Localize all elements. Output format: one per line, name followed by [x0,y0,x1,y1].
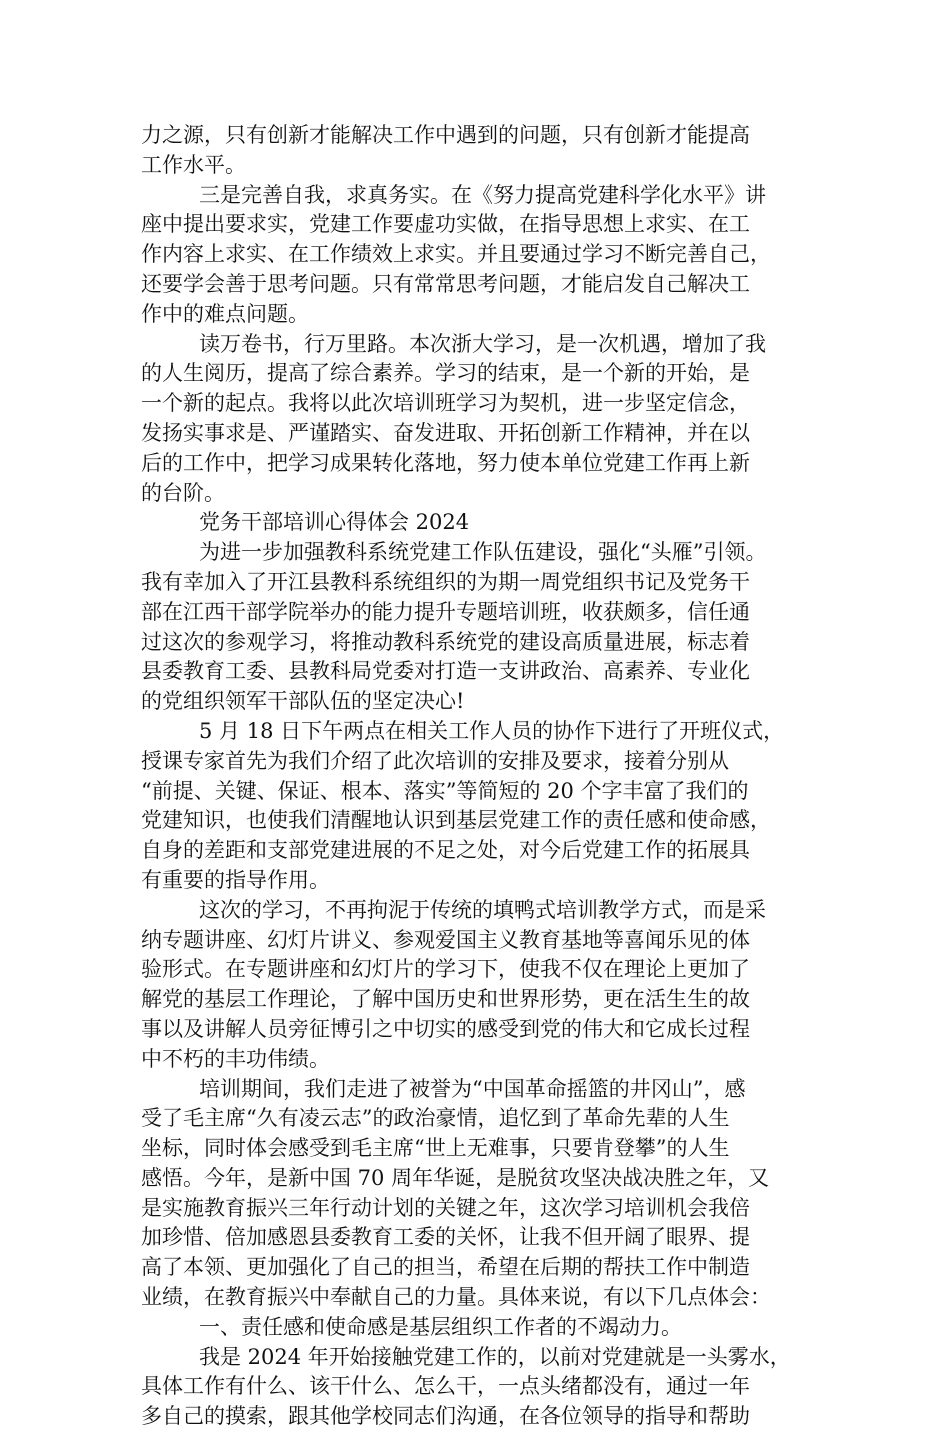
text-line: 作中的难点问题。 [141,301,309,326]
text-line: 解党的基层工作理论，了解中国历史和世界形势，更在活生生的故 [141,987,750,1012]
text-line: 5 月 18 日下午两点在相关工作人员的协作下进行了开班仪式， [199,718,785,743]
text-line: 加珍惜、倍加感恩县委教育工委的关怀，让我不但开阔了眼界、提 [141,1225,750,1250]
text-line: 高了本领、更加强化了自己的担当，希望在后期的帮扶工作中制造 [141,1255,750,1280]
text-line: 坐标，同时体会感受到毛主席“世上无难事，只要肯登攀”的人生 [141,1136,730,1161]
text-line: 过这次的参观学习，将推动教科系统党的建设高质量进展，标志着 [141,629,750,654]
text-line: 验形式。在专题讲座和幻灯片的学习下，使我不仅在理论上更加了 [141,957,750,982]
text-line: 这次的学习，不再拘泥于传统的填鸭式培训教学方式，而是采 [199,897,766,922]
text-line: 一、责任感和使命感是基层组织工作者的不竭动力。 [199,1314,682,1339]
text-line: 感悟。今年，是新中国 70 周年华诞，是脱贫攻坚决战决胜之年，又 [141,1165,770,1190]
text-line: 纳专题讲座、幻灯片讲义、参观爱国主义教育基地等喜闻乐见的体 [141,927,750,952]
text-line: 还要学会善于思考问题。只有常常思考问题，才能启发自己解决工 [141,271,750,296]
text-line: 工作水平。 [141,152,246,177]
text-line: 县委教育工委、县教科局党委对打造一支讲政治、高素养、专业化 [141,659,750,684]
text-line: 是实施教育振兴三年行动计划的关键之年，这次学习培训机会我倍 [141,1195,750,1220]
text-line: 多自己的摸索，跟其他学校同志们沟通，在各位领导的指导和帮助 [141,1404,750,1429]
text-line: 三是完善自我，求真务实。在《努力提高党建科学化水平》讲 [199,182,766,207]
text-line: 作内容上求实、在工作绩效上求实。并且要通过学习不断完善自己， [141,242,771,267]
text-line: 一个新的起点。我将以此次培训班学习为契机，进一步坚定信念， [141,391,750,416]
text-line: 中不朽的丰功伟绩。 [141,1046,330,1071]
text-line: 具体工作有什么、该干什么、怎么干，一点头绪都没有，通过一年 [141,1374,750,1399]
text-line: 我有幸加入了开江县教科系统组织的为期一周党组织书记及党务干 [141,569,750,594]
text-line: 为进一步加强教科系统党建工作队伍建设，强化“头雁”引领。 [199,540,767,565]
text-line: 发扬实事求是、严谨踏实、奋发进取、开拓创新工作精神，并在以 [141,420,750,445]
text-line: 力之源，只有创新才能解决工作中遇到的问题，只有创新才能提高 [141,123,750,147]
text-line: “前提、关键、保证、根本、落实”等简短的 20 个字丰富了我们的 [141,778,749,803]
text-line: 事以及讲解人员旁征博引之中切实的感受到党的伟大和它成长过程 [141,1016,750,1041]
text-line: 读万卷书，行万里路。本次浙大学习，是一次机遇，增加了我 [199,331,766,356]
text-line: 的人生阅历，提高了综合素养。学习的结束，是一个新的开始，是 [141,361,750,386]
text-line: 的党组织领军干部队伍的坚定决心! [141,689,465,714]
text-line: 部在江西干部学院举办的能力提升专题培训班，收获颇多，信任通 [141,599,750,624]
text-line: 我是 2024 年开始接触党建工作的，以前对党建就是一头雾水， [199,1344,791,1369]
text-line: 座中提出要求实，党建工作要虚功实做，在指导思想上求实、在工 [141,212,750,237]
text-line: 受了毛主席“久有凌云志”的政治豪情，追忆到了革命先辈的人生 [141,1106,730,1131]
text-line: 后的工作中，把学习成果转化落地，努力使本单位党建工作再上新 [141,450,750,475]
text-line: 授课专家首先为我们介绍了此次培训的安排及要求，接着分别从 [141,748,729,773]
text-line: 有重要的指导作用。 [141,867,330,892]
text-line: 的台阶。 [141,480,225,505]
text-line: 培训期间，我们走进了被誉为“中国革命摇篮的井冈山”，感 [199,1076,746,1101]
text-line: 业绩，在教育振兴中奉献自己的力量。具体来说，有以下几点体会： [141,1285,771,1310]
document-body-text [141,121,821,1432]
text-line: 自身的差距和支部党建进展的不足之处，对今后党建工作的拓展具 [141,838,750,863]
text-line: 党务干部培训心得体会 2024 [199,510,470,535]
text-line: 党建知识，也使我们清醒地认识到基层党建工作的责任感和使命感， [141,808,771,833]
